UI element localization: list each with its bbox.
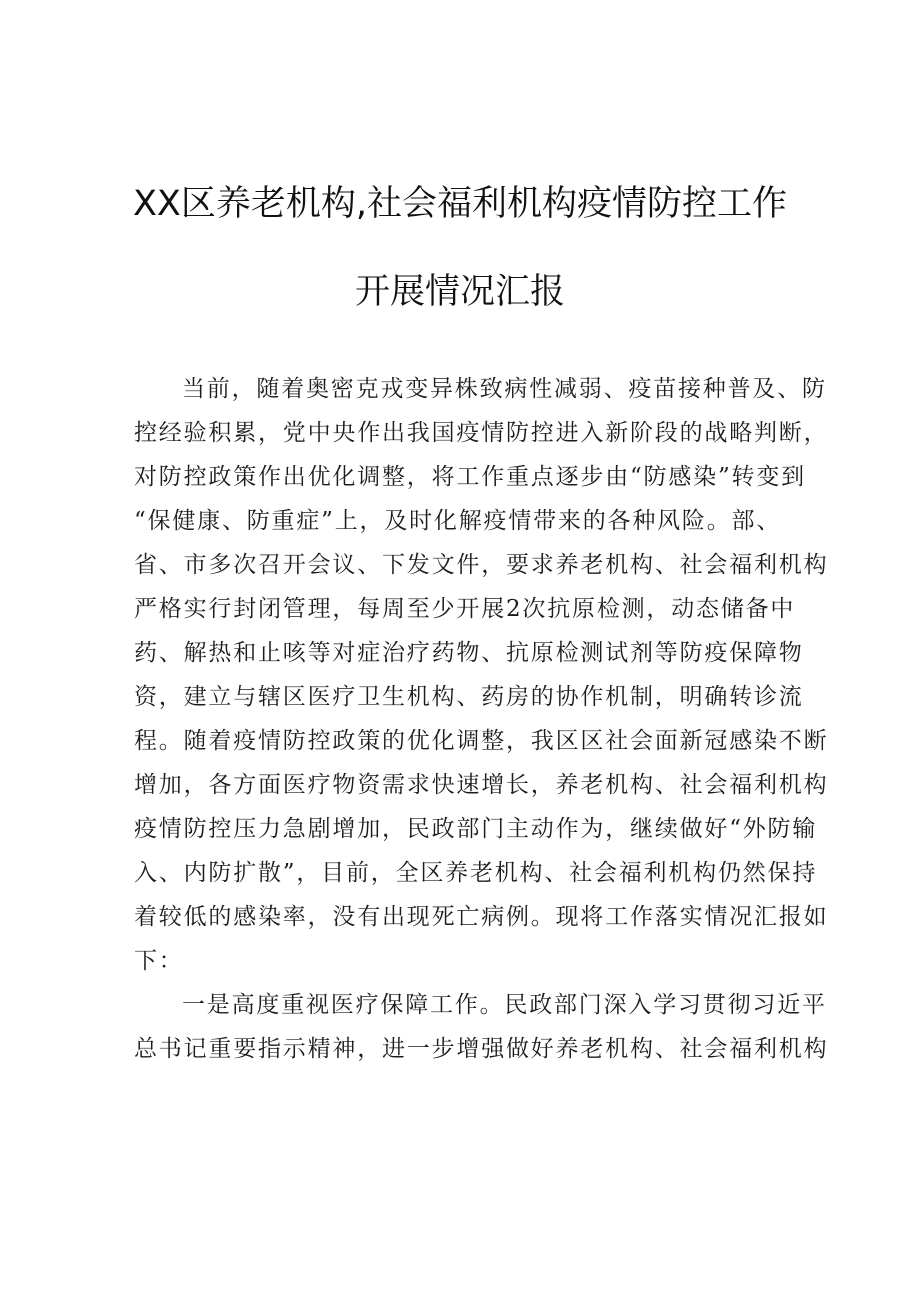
body-line-16: 总书记重要指示精神，进一步增强做好养老机构、社会福利机构 <box>134 1036 829 1062</box>
body-line-9: 程。随着疫情防控政策的优化调整，我区区社会面新冠感染不断 <box>134 728 829 754</box>
body-line-12: 入、内防扩散”，目前，全区养老机构、社会福利机构仍然保持 <box>134 860 818 886</box>
body-line-5: 省、市多次召开会议、下发文件，要求养老机构、社会福利机构 <box>134 552 829 578</box>
body-line-6: 严格实行封闭管理，每周至少开展2次抗原检测，动态储备中 <box>134 596 796 622</box>
body-line-15: 一是高度重视医疗保障工作。民政部门深入学习贯彻习近平 <box>182 992 827 1018</box>
document-title-line-1: XX区养老机构,社会福利机构疫情防控工作 <box>132 184 788 224</box>
body-line-14: 下： <box>134 948 184 974</box>
body-line-8: 资，建立与辖区医疗卫生机构、药房的协作机制，明确转诊流 <box>134 684 804 710</box>
body-line-11: 疫情防控压力急剧增加，民政部门主动作为，继续做好“外防输 <box>134 816 818 842</box>
body-line-10: 增加，各方面医疗物资需求快速增长，养老机构、社会福利机构 <box>134 772 829 798</box>
body-line-3: 对防控政策作出优化调整，将工作重点逐步由“防感染”转变到 <box>134 464 806 490</box>
body-line-2: 控经验积累，党中央作出我国疫情防控进入新阶段的战略判断， <box>134 420 829 446</box>
body-line-4: “保健康、防重症”上，及时化解疫情带来的各种风险。部、 <box>134 508 782 534</box>
body-line-7: 药、解热和止咳等对症治疗药物、抗原检测试剂等防疫保障物 <box>134 640 804 666</box>
body-line-13: 着较低的感染率，没有出现死亡病例。现将工作落实情况汇报如 <box>134 904 829 930</box>
document-title-line-2: 开展情况汇报 <box>354 272 565 312</box>
body-line-1: 当前，随着奥密克戎变异株致病性减弱、疫苗接种普及、防 <box>182 376 827 402</box>
